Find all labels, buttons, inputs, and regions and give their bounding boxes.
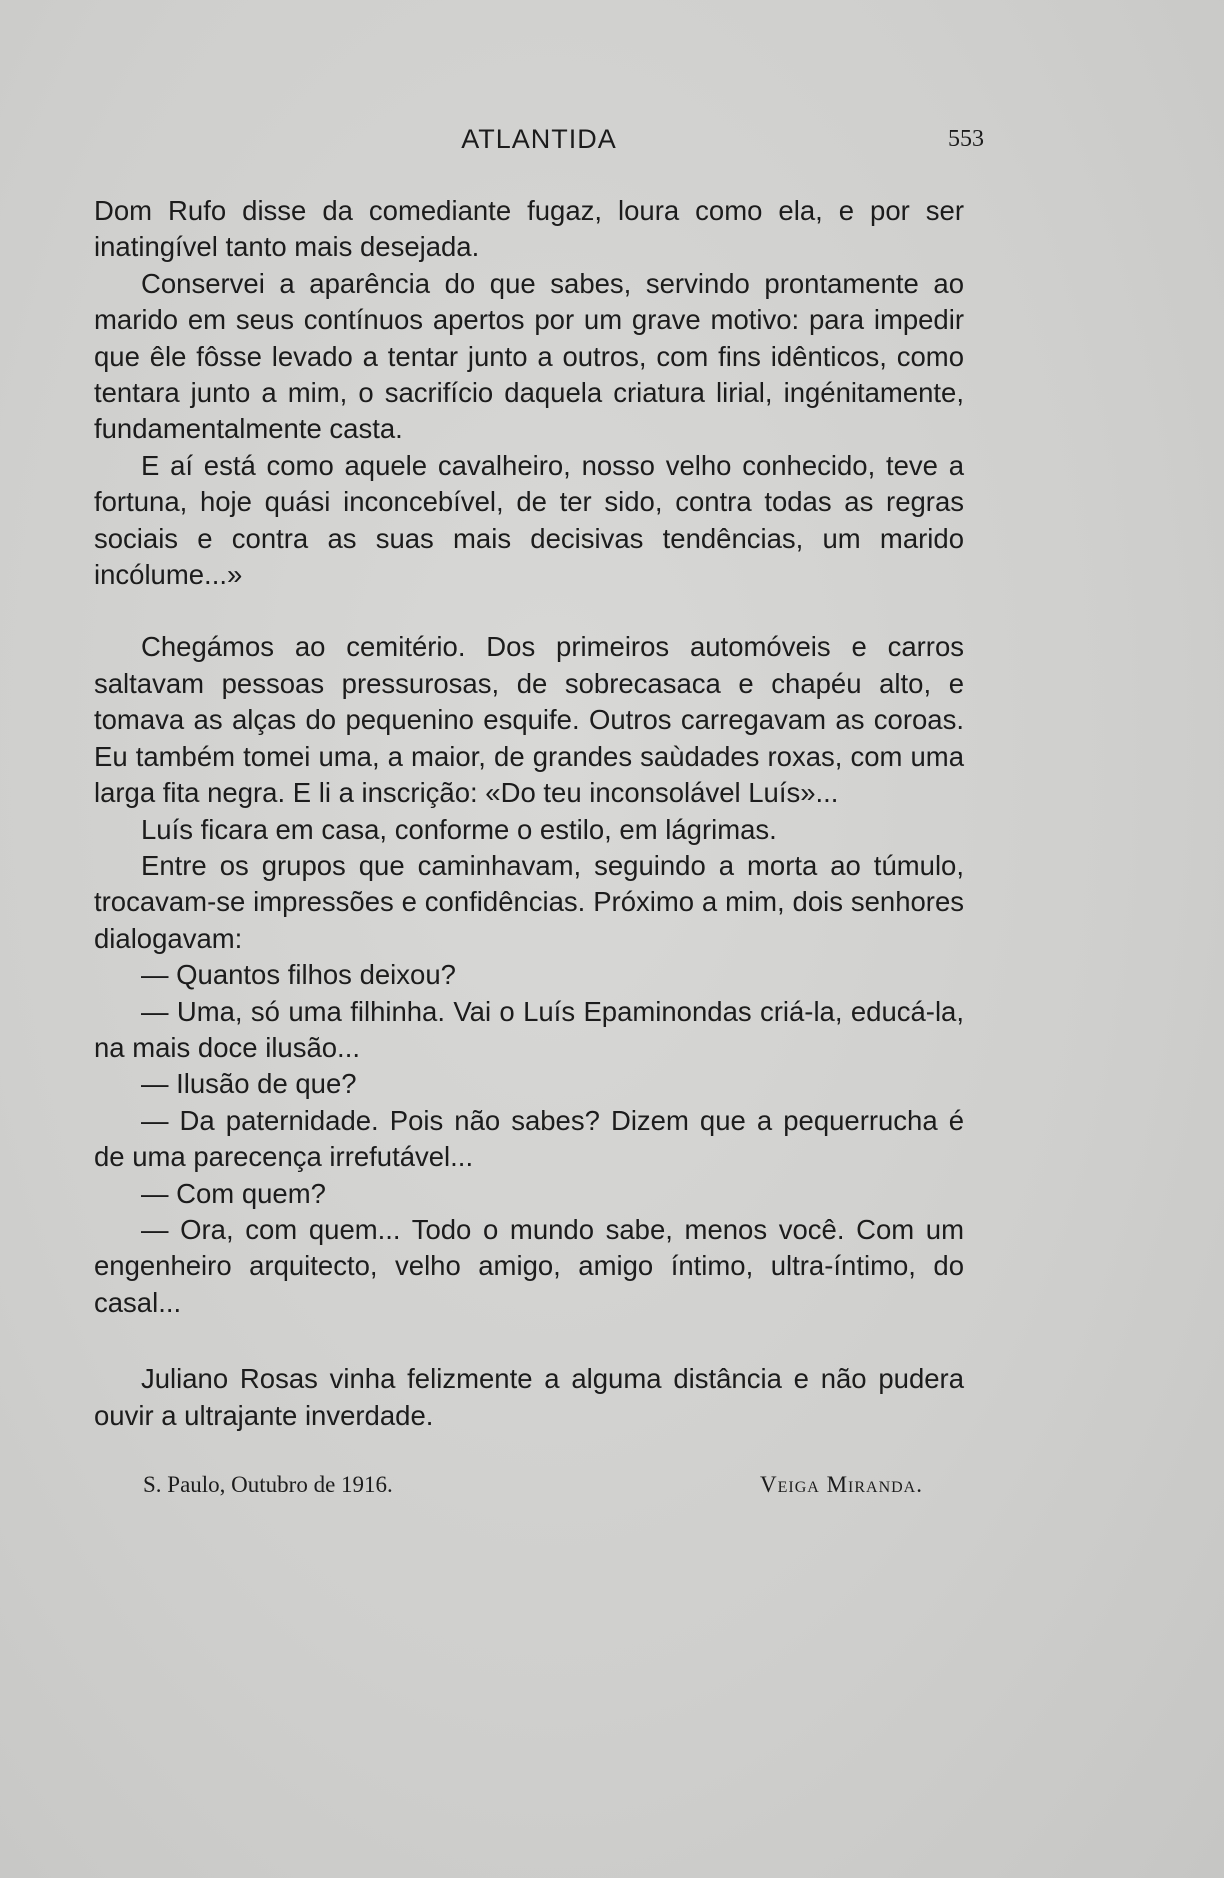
running-title: ATLANTIDA	[461, 124, 617, 154]
page-number: 553	[948, 126, 984, 152]
paragraph: Conservei a aparência do que sabes, servindo prontamente ao marido em seus contínuos apertos por um grave motivo: para impedir que êle fôsse levado a tentar junto a outros, com fins idênticos, como tentara junto a mim, o sacrifício daquela criatura lirial, ingénitamente, fundamentalmente casta.	[94, 267, 964, 445]
author-name: Veiga Miranda.	[760, 1472, 923, 1497]
signature-line	[143, 1472, 933, 1508]
dialogue-line: — Com quem?	[141, 1177, 326, 1209]
section-break	[94, 593, 964, 629]
page-header	[94, 124, 984, 164]
paragraph: Dom Rufo disse da comediante fugaz, loura como ela, e por ser inatingível tanto mais desejada.	[94, 195, 964, 263]
dialogue-line: — Quantos filhos deixou?	[141, 959, 456, 991]
paragraph: Luís ficara em casa, conforme o estilo, em lágrimas.	[141, 813, 777, 845]
place-date: S. Paulo, Outubro de 1916.	[143, 1472, 393, 1497]
section-break	[94, 1321, 964, 1361]
dialogue-line: — Da paternidade. Pois não sabes? Dizem que a pequerrucha é de uma parecença irrefutável...	[94, 1104, 964, 1173]
dialogue-line: — Uma, só uma filhinha. Vai o Luís Epaminondas criá-la, educá-la, na mais doce ilusão...	[94, 995, 964, 1063]
paragraph: Entre os grupos que caminhavam, seguindo a morta ao túmulo, trocavam-se impressões e confidências. Próximo a mim, dois senhores dialogavam:	[94, 849, 964, 954]
dialogue-line: — Ora, com quem... Todo o mundo sabe, menos você. Com um engenheiro arquitecto, velho amigo, amigo íntimo, ultra-íntimo, do casal...	[94, 1213, 964, 1318]
paragraph: E aí está como aquele cavalheiro, nosso velho conhecido, teve a fortuna, hoje quási inconcebível, de ter sido, contra todas as regras sociais e contra as suas mais decisivas tendências, um marido incólume...»	[94, 449, 964, 591]
paragraph: Chegámos ao cemitério. Dos primeiros automóveis e carros saltavam pessoas pressurosas, de sobrecasaca e chapéu alto, e tomava as alças do pequenino esquife. Outros carregavam as coroas. Eu também tomei uma, a maior, de grandes saùdades roxas, com uma larga fita negra. E li a inscrição: «Do teu inconsolável Luís»...	[94, 631, 964, 809]
body-text	[94, 193, 964, 1434]
paragraph: Juliano Rosas vinha felizmente a alguma distância e não pudera ouvir a ultrajante inverdade.	[94, 1363, 964, 1431]
dialogue-line: — Ilusão de que?	[141, 1068, 357, 1100]
